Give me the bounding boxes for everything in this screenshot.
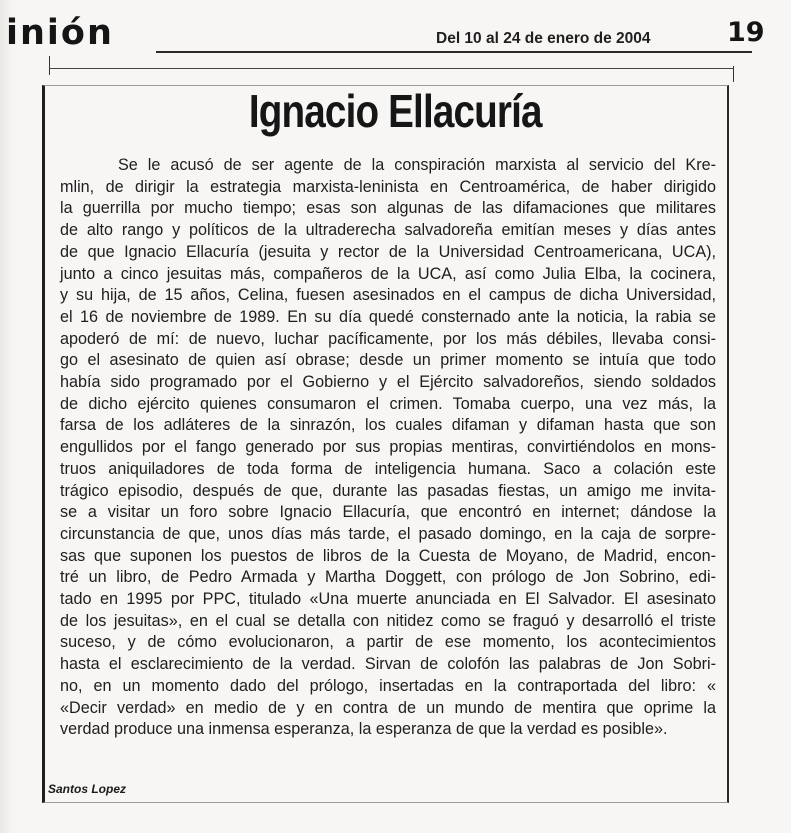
section-title: inión	[6, 13, 114, 53]
article-line: trágico episodio, después de que, durante las pasadas fiestas, un amigo me invita-	[60, 481, 716, 500]
article-line: Se le acusó de ser agente de la conspiración marxista al servicio del Kre-	[118, 156, 716, 174]
article-line: mlin, de dirigir la estrategia marxista-leninista en Centroamérica, de haber dirigido	[60, 177, 716, 196]
bracket-rule	[49, 68, 734, 69]
article-line: y su hija, de 15 años, Celina, fuesen asesinados en el campus de dicha Universidad,	[60, 286, 716, 305]
article-line: tado en 1995 por PPC, titulado «Una muerte anunciada en El Salvador. El asesinato	[60, 590, 716, 609]
article-line: tré un libro, de Pedro Armada y Martha Doggett, con prólogo de Jon Sobrino, edi-	[60, 568, 716, 587]
bracket-right-tick	[733, 66, 734, 82]
article-line: se a visitar un foro sobre Ignacio Ellacuría, que encontró en internet; dándose la	[60, 503, 716, 522]
issue-date: Del 10 al 24 de enero de 2004	[436, 30, 651, 47]
article-line: apoderó de mí: de nuevo, luchar pacíficamente, por los más débiles, llevaba consi-	[60, 329, 716, 348]
header-rule	[156, 51, 752, 53]
article-headline: Ignacio Ellacuría	[248, 85, 542, 137]
article-line: junto a cinco jesuitas más, compañeros de la UCA, así como Julia Elba, la cocinera,	[60, 264, 716, 283]
article-line: de que Ignacio Ellacuría (jesuita y rector de la Universidad Centroamericana, UCA),	[60, 242, 716, 261]
article-line: verdad produce una inmensa esperanza, la esperanza de que la verdad es posible».	[60, 720, 668, 739]
article-byline: Santos Lopez	[48, 782, 127, 796]
article-line: «Decir verdad» en medio de y en contra de un mundo de mentira que oprime la	[60, 698, 716, 717]
article-line: el 16 de noviembre de 1989. En su día quedé consternado ante la noticia, la rabia se	[60, 307, 716, 326]
article-line: suceso, y de cómo evolucionaron, a partir de ese momento, los acontecimientos	[60, 633, 716, 652]
article-line: había sido programado por el Gobierno y el Ejército salvadoreños, siendo soldados	[60, 373, 716, 392]
article-line: de los jesuitas», en el cual se detalla con nitidez como se fraguó y desarrolló el triste	[60, 611, 716, 630]
article-line: farsa de los adláteres de la sinrazón, los cuales difaman y difaman hasta que son	[60, 416, 716, 435]
article-line: de dicho ejército quienes consumaron el crimen. Tomaba cuerpo, una vez más, la	[60, 394, 716, 413]
article-line: truos aniquiladores de toda forma de inteligencia humana. Saco a colación este	[60, 459, 716, 478]
article-line: no, en un momento dado del prólogo, insertadas en la contraportada del libro: «	[60, 676, 716, 695]
article-line: engullidos por el fango generado por sus propias mentiras, convirtiéndolos en mons-	[60, 438, 716, 457]
bracket-left-tick	[49, 56, 50, 75]
page-number: 19	[727, 17, 765, 48]
article-line: la guerrilla por mucho tiempo; esas son algunas de las difamaciones que militares	[60, 199, 716, 218]
article-line: de alto rango y políticos de la ultraderecha salvadoreña emitían meses y días antes	[60, 221, 716, 240]
article-line: go el asesinato de quien así obrase; desde un primer momento se intuía que todo	[60, 351, 716, 370]
article-line: sas que suponen los puestos de libros de la Cuesta de Moyano, de Madrid, encon-	[60, 546, 716, 565]
article-line: hasta el esclarecimiento de la verdad. Sirvan de colofón las palabras de Jon Sobri-	[60, 655, 716, 674]
article-line: circunstancia de que, unos días más tarde, el pasado domingo, en la caja de sorpre-	[60, 524, 716, 543]
article-body	[60, 155, 716, 741]
page-gutter-shadow	[0, 0, 13, 833]
